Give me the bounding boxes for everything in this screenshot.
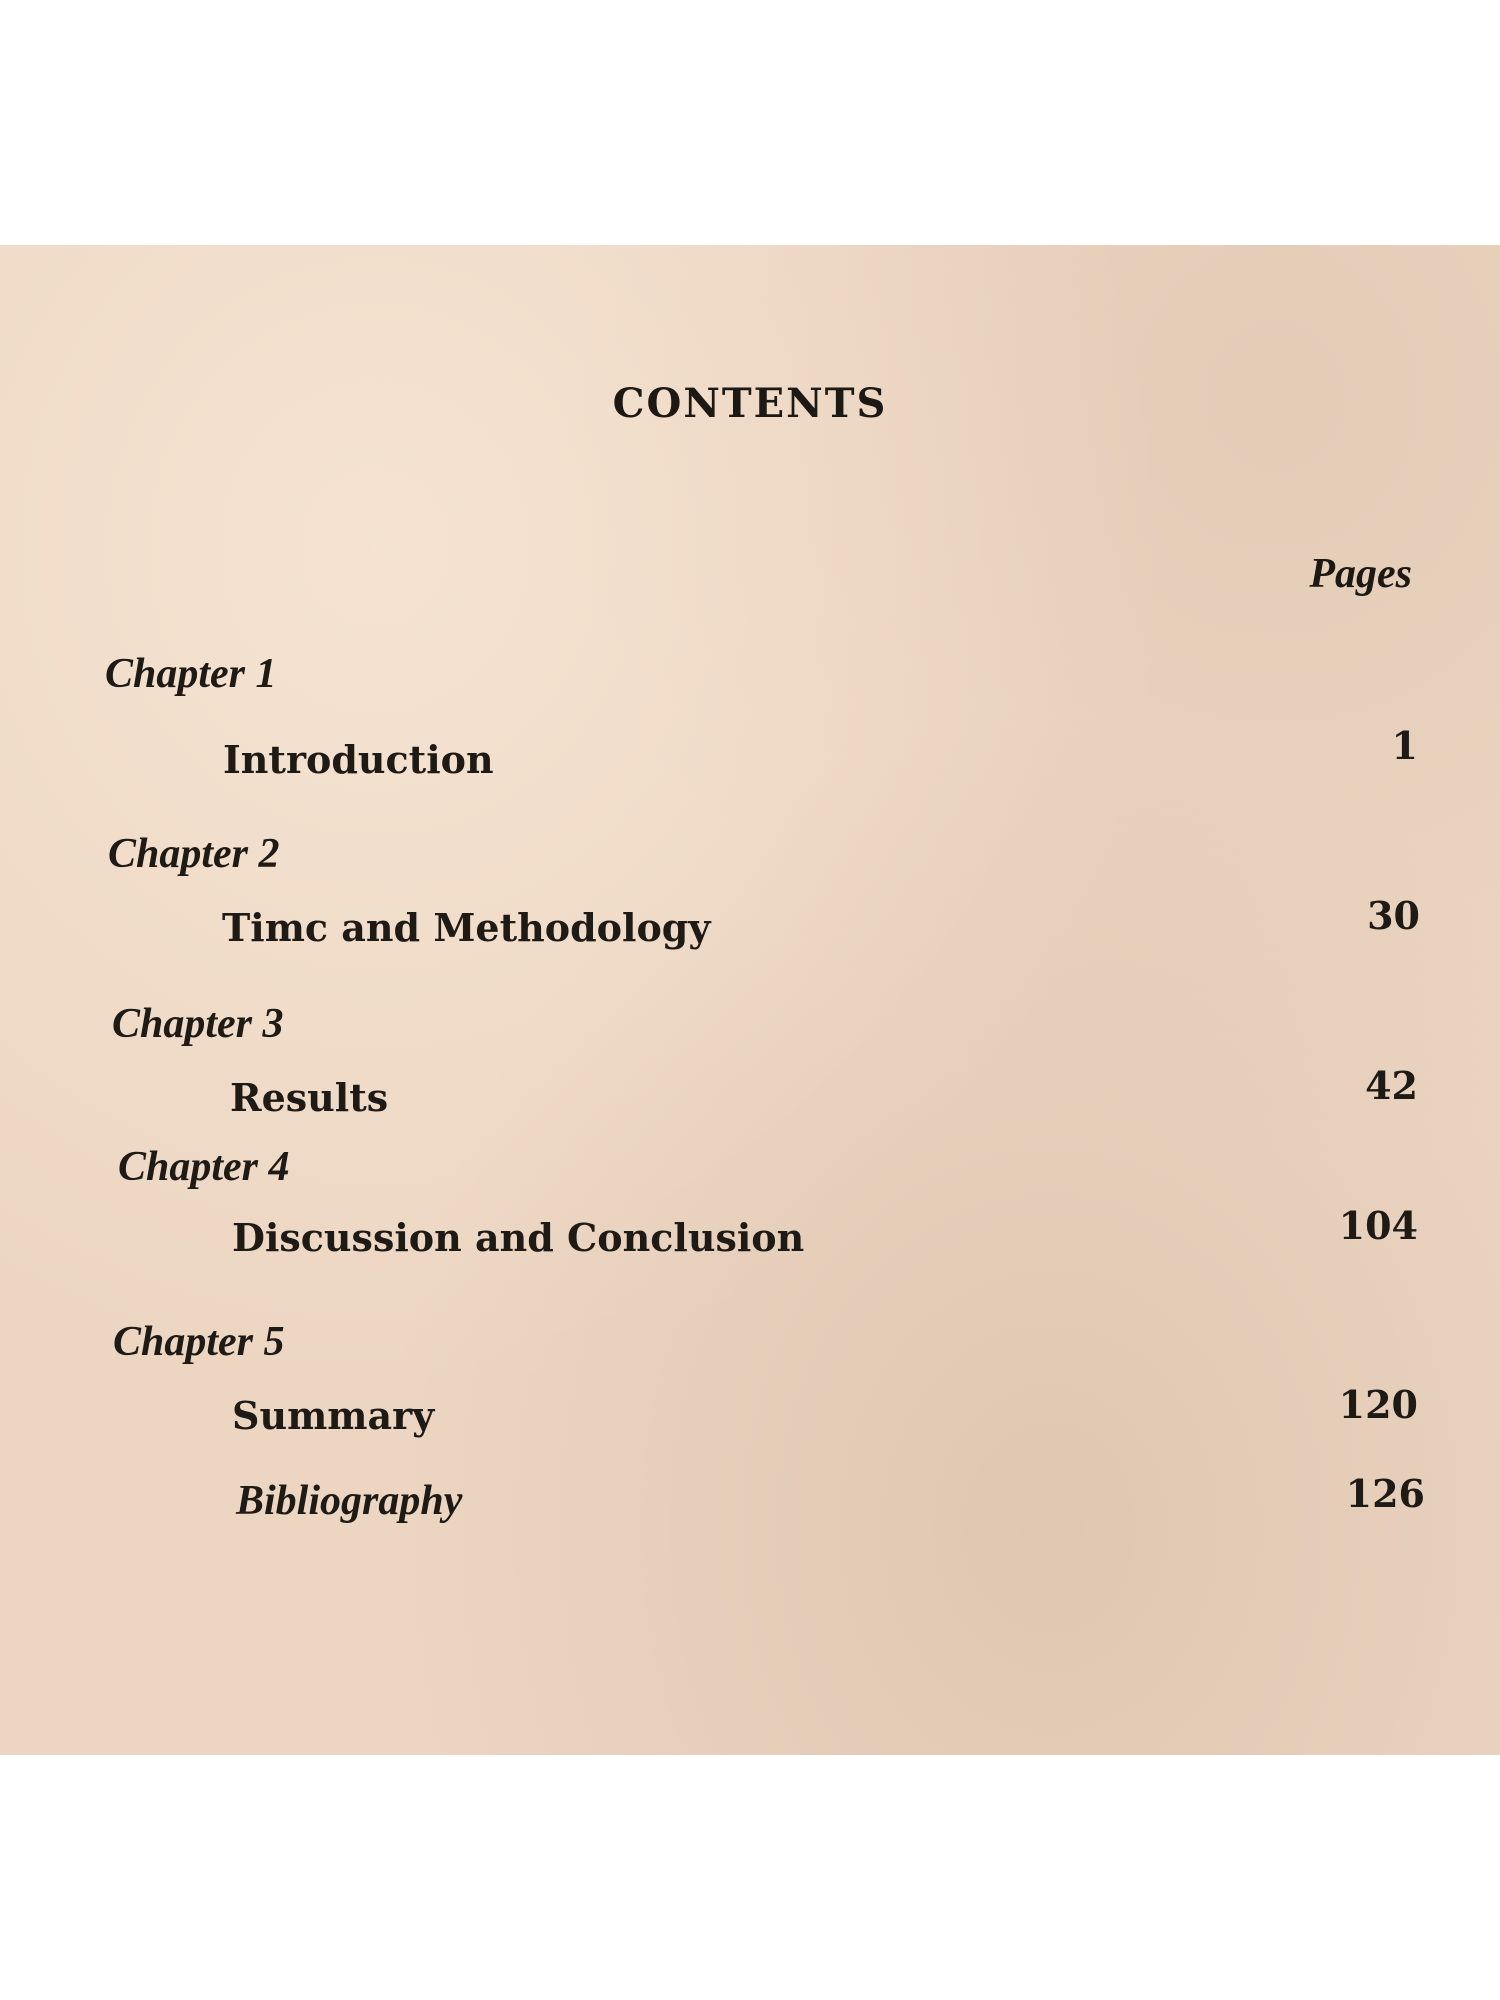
contents-title: CONTENTS <box>612 380 888 427</box>
page-number: 104 <box>1338 1203 1418 1248</box>
page-number: 42 <box>1365 1063 1418 1108</box>
chapter-title: Results <box>230 1075 389 1120</box>
chapter-title: Timc and Methodology <box>222 905 711 950</box>
chapter-label: Chapter 3 <box>112 1001 284 1047</box>
page-number: 126 <box>1345 1471 1425 1516</box>
chapter-title: Discussion and Conclusion <box>232 1215 805 1260</box>
bibliography-title: Bibliography <box>236 1478 463 1524</box>
pages-column-label: Pages <box>1309 551 1412 597</box>
chapter-label: Chapter 4 <box>118 1144 290 1190</box>
chapter-label: Chapter 5 <box>113 1319 285 1365</box>
chapter-label: Chapter 1 <box>105 651 277 697</box>
chapter-title: Introduction <box>223 737 494 782</box>
page-number: 30 <box>1367 893 1420 938</box>
chapter-label: Chapter 2 <box>108 831 280 877</box>
page-number: 1 <box>1391 723 1418 768</box>
document-page <box>0 245 1500 1755</box>
page-number: 120 <box>1338 1382 1418 1427</box>
chapter-title: Summary <box>232 1393 435 1438</box>
